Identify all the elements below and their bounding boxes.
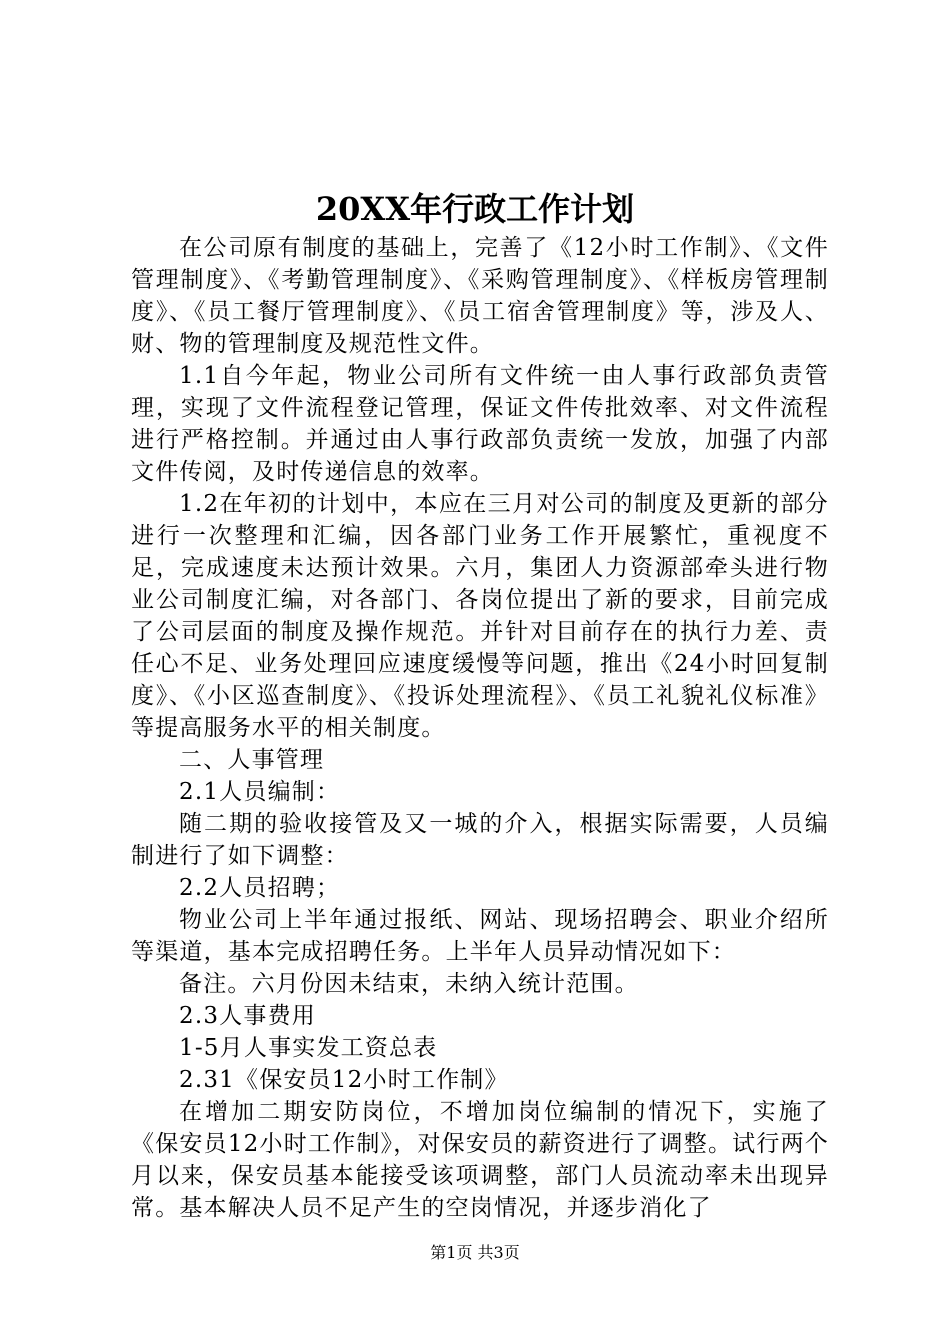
subsection-heading: 2.31《保安员12小时工作制》 [179, 1067, 509, 1093]
subsection-heading: 2.1人员编制： [179, 779, 341, 805]
paragraph: 1.1自今年起，物业公司所有文件统一由人事行政部负责管理，实现了文件流程登记管理，保证文件传批效率、对文件流程进行严格控制。并通过由人事行政部负责统一发放，加强了内部文件传阅，及时传递信息的效率。 [131, 363, 829, 485]
paragraph: 物业公司上半年通过报纸、网站、现场招聘会、职业介绍所等渠道，基本完成招聘任务。上半年人员异动情况如下： [131, 907, 829, 965]
document-body [131, 232, 829, 1224]
paragraph: 在增加二期安防岗位，不增加岗位编制的情况下，实施了《保安员12小时工作制》，对保安员的薪资进行了调整。试行两个月以来，保安员基本能接受该项调整，部门人员流动率未出现异常。基本解决人员不足产生的空岗情况，并逐步消化了 [131, 1099, 829, 1221]
paragraph: 备注。六月份因未结束，未纳入统计范围。 [179, 971, 639, 997]
paragraph: 在公司原有制度的基础上，完善了《12小时工作制》、《文件管理制度》、《考勤管理制度》、《采购管理制度》、《样板房管理制度》、《员工餐厅管理制度》、《员工宿舍管理制度》等，涉及人、财、物的管理制度及规范性文件。 [131, 235, 829, 357]
subsection-heading: 2.2人员招聘； [179, 875, 341, 901]
page-footer: 第1页 共3页 [430, 1243, 520, 1262]
paragraph: 随二期的验收接管及又一城的介入，根据实际需要，人员编制进行了如下调整： [131, 811, 829, 869]
subsection-heading: 2.3人事费用 [179, 1003, 316, 1029]
paragraph: 1-5月人事实发工资总表 [179, 1035, 438, 1061]
paragraph: 1.2在年初的计划中，本应在三月对公司的制度及更新的部分进行一次整理和汇编，因各部门业务工作开展繁忙，重视度不足，完成速度未达预计效果。六月，集团人力资源部牵头进行物业公司制度汇编，对各部门、各岗位提出了新的要求，目前完成了公司层面的制度及操作规范。并针对目前存在的执行力差、责任心不足、业务处理回应速度缓慢等问题，推出《24小时回复制度》、《小区巡查制度》、《投诉处理流程》、《员工礼貌礼仪标准》等提高服务水平的相关制度。 [131, 491, 829, 741]
section-heading: 二、人事管理 [179, 747, 325, 773]
document-title: 20XX年行政工作计划 [315, 190, 635, 228]
